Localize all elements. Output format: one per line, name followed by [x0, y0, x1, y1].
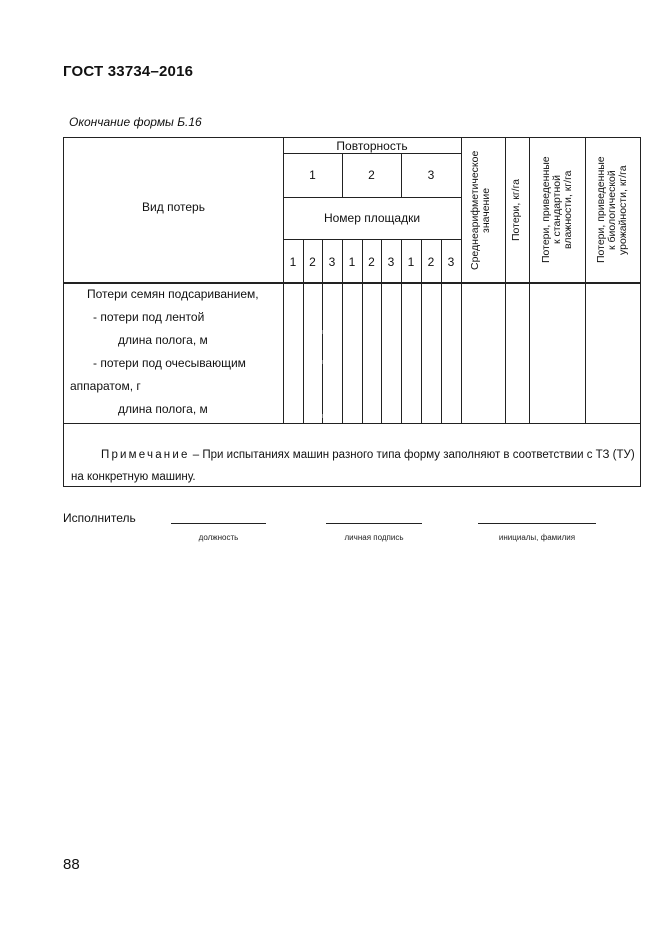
plot-number: 2	[427, 255, 435, 269]
header-loss-std-moisture: Потери, приведенные к стандартной влажности, кг/га	[540, 156, 574, 264]
header-plot-number: Номер площадки	[323, 211, 421, 225]
row-label: - потери под очесывающим	[93, 356, 246, 370]
plot-number: 1	[348, 255, 356, 269]
header-mean-value: Среднеарифметическое значение	[469, 150, 492, 270]
row-label: Потери семян подсариванием,	[87, 287, 259, 301]
repeat-number: 1	[309, 168, 316, 182]
form-caption: Окончание формы Б.16	[69, 115, 202, 129]
document-title: ГОСТ 33734–2016	[63, 63, 194, 80]
header-loss-type: Вид потерь	[142, 200, 205, 214]
signature-field-position: должность	[198, 533, 239, 542]
page-number: 88	[63, 856, 80, 873]
table-note: Примечание – При испытаниях машин разного типа форму заполняют в соответствии с ТЗ (ТУ) на конкретную машину.	[71, 449, 635, 483]
plot-number: 2	[309, 255, 316, 269]
header-repeat: Повторность	[336, 139, 408, 153]
signature-field-name: инициалы, фамилия	[498, 533, 576, 542]
plot-number: 2	[368, 255, 375, 269]
row-label: длина полога, м	[118, 333, 208, 347]
signature-field-sign: личная подпись	[344, 533, 404, 542]
header-loss-bio-yield: Потери, приведенные к биологической урожайности, кг/га	[595, 156, 629, 264]
row-label: длина полога, м	[118, 402, 208, 416]
plot-number: 3	[328, 255, 336, 269]
row-label: - потери под лентой	[93, 310, 205, 324]
row-label: аппаратом, г	[70, 379, 141, 393]
signature-label: Исполнитель	[63, 511, 136, 525]
plot-number: 1	[407, 255, 415, 269]
plot-number: 3	[387, 255, 395, 269]
repeat-number: 3	[427, 168, 435, 182]
plot-number: 3	[447, 255, 455, 269]
header-loss-kg: Потери, кг/га	[510, 179, 522, 242]
plot-number: 1	[289, 255, 297, 269]
repeat-number: 2	[368, 168, 375, 182]
